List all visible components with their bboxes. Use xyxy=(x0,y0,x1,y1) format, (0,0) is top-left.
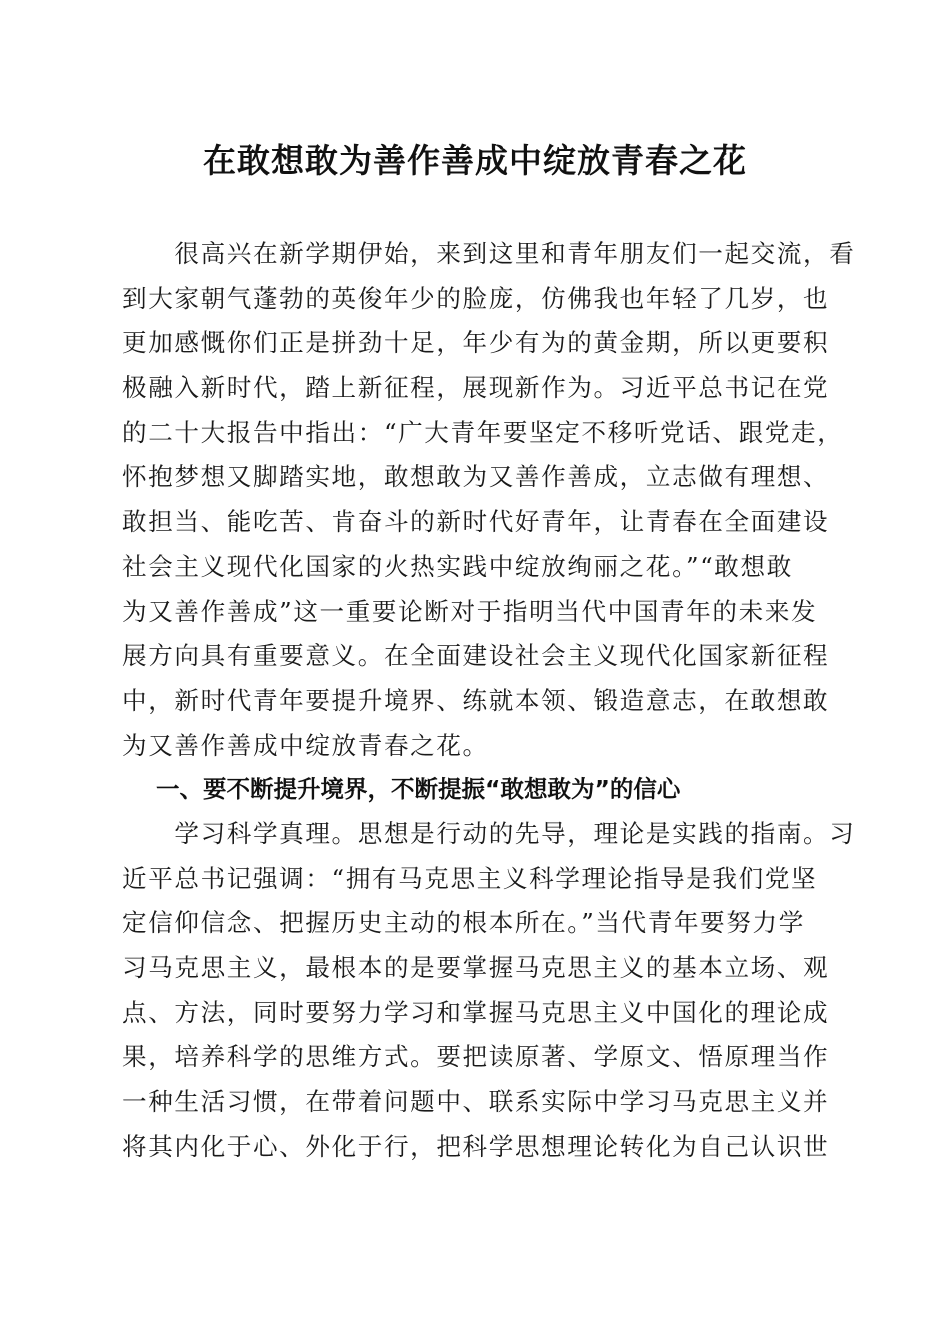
paragraph-line: 果，培养科学的思维方式。要把读原著、学原文、悟原理当作 xyxy=(122,1042,830,1072)
paragraph-section-1 xyxy=(122,812,856,1170)
document-title: 在敢想敢为善作善成中绽放青春之花 xyxy=(203,141,747,180)
paragraph-line: 极融入新时代，踏上新征程，展现新作为。习近平总书记在党 xyxy=(122,373,830,403)
paragraph-line: 将其内化于心、外化于行，把科学思想理论转化为自己认识世 xyxy=(122,1131,830,1161)
paragraph-line: 很高兴在新学期伊始，来到这里和青年朋友们一起交流，看 xyxy=(122,239,856,268)
paragraph-line: 习马克思主义，最根本的是要掌握马克思主义的基本立场、观 xyxy=(122,953,830,983)
section-heading-1: 一、要不断提升境界，不断提振“敢想敢为”的信心 xyxy=(156,775,681,803)
paragraph-line: 点、方法，同时要努力学习和掌握马克思主义中国化的理论成 xyxy=(122,997,830,1027)
paragraph-line: 学习科学真理。思想是行动的先导，理论是实践的指南。习 xyxy=(122,819,856,848)
paragraph-line: 定信仰信念、把握历史主动的根本所在。”当代青年要努力学 xyxy=(122,908,805,938)
paragraph-line: 社会主义现代化国家的火热实践中绽放绚丽之花。”“敢想敢 xyxy=(122,551,793,581)
paragraph-line: 展方向具有重要意义。在全面建设社会主义现代化国家新征程 xyxy=(122,641,830,671)
paragraph-line: 的二十大报告中指出：“广大青年要坚定不移听党话、跟党走， xyxy=(122,417,844,447)
paragraph-line: 到大家朝气蓬勃的英俊年少的脸庞，仿佛我也年轻了几岁，也 xyxy=(122,283,830,313)
paragraph-line: 中，新时代青年要提升境界、练就本领、锻造意志，在敢想敢 xyxy=(122,685,830,715)
paragraph-line: 怀抱梦想又脚踏实地，敢想敢为又善作善成，立志做有理想、 xyxy=(122,462,830,492)
paragraph-line: 更加感慨你们正是拼劲十足，年少有为的黄金期，所以更要积 xyxy=(122,328,830,358)
paragraph-line: 一种生活习惯，在带着问题中、联系实际中学习马克思主义并 xyxy=(122,1087,830,1117)
paragraph-line: 为又善作善成中绽放青春之花。 xyxy=(122,730,489,760)
paragraph-intro xyxy=(122,232,856,768)
paragraph-line: 敢担当、能吃苦、肯奋斗的新时代好青年，让青春在全面建设 xyxy=(122,507,830,537)
paragraph-line: 近平总书记强调：“拥有马克思主义科学理论指导是我们党坚 xyxy=(122,863,818,893)
paragraph-line: 为又善作善成”这一重要论断对于指明当代中国青年的未来发 xyxy=(122,596,818,626)
